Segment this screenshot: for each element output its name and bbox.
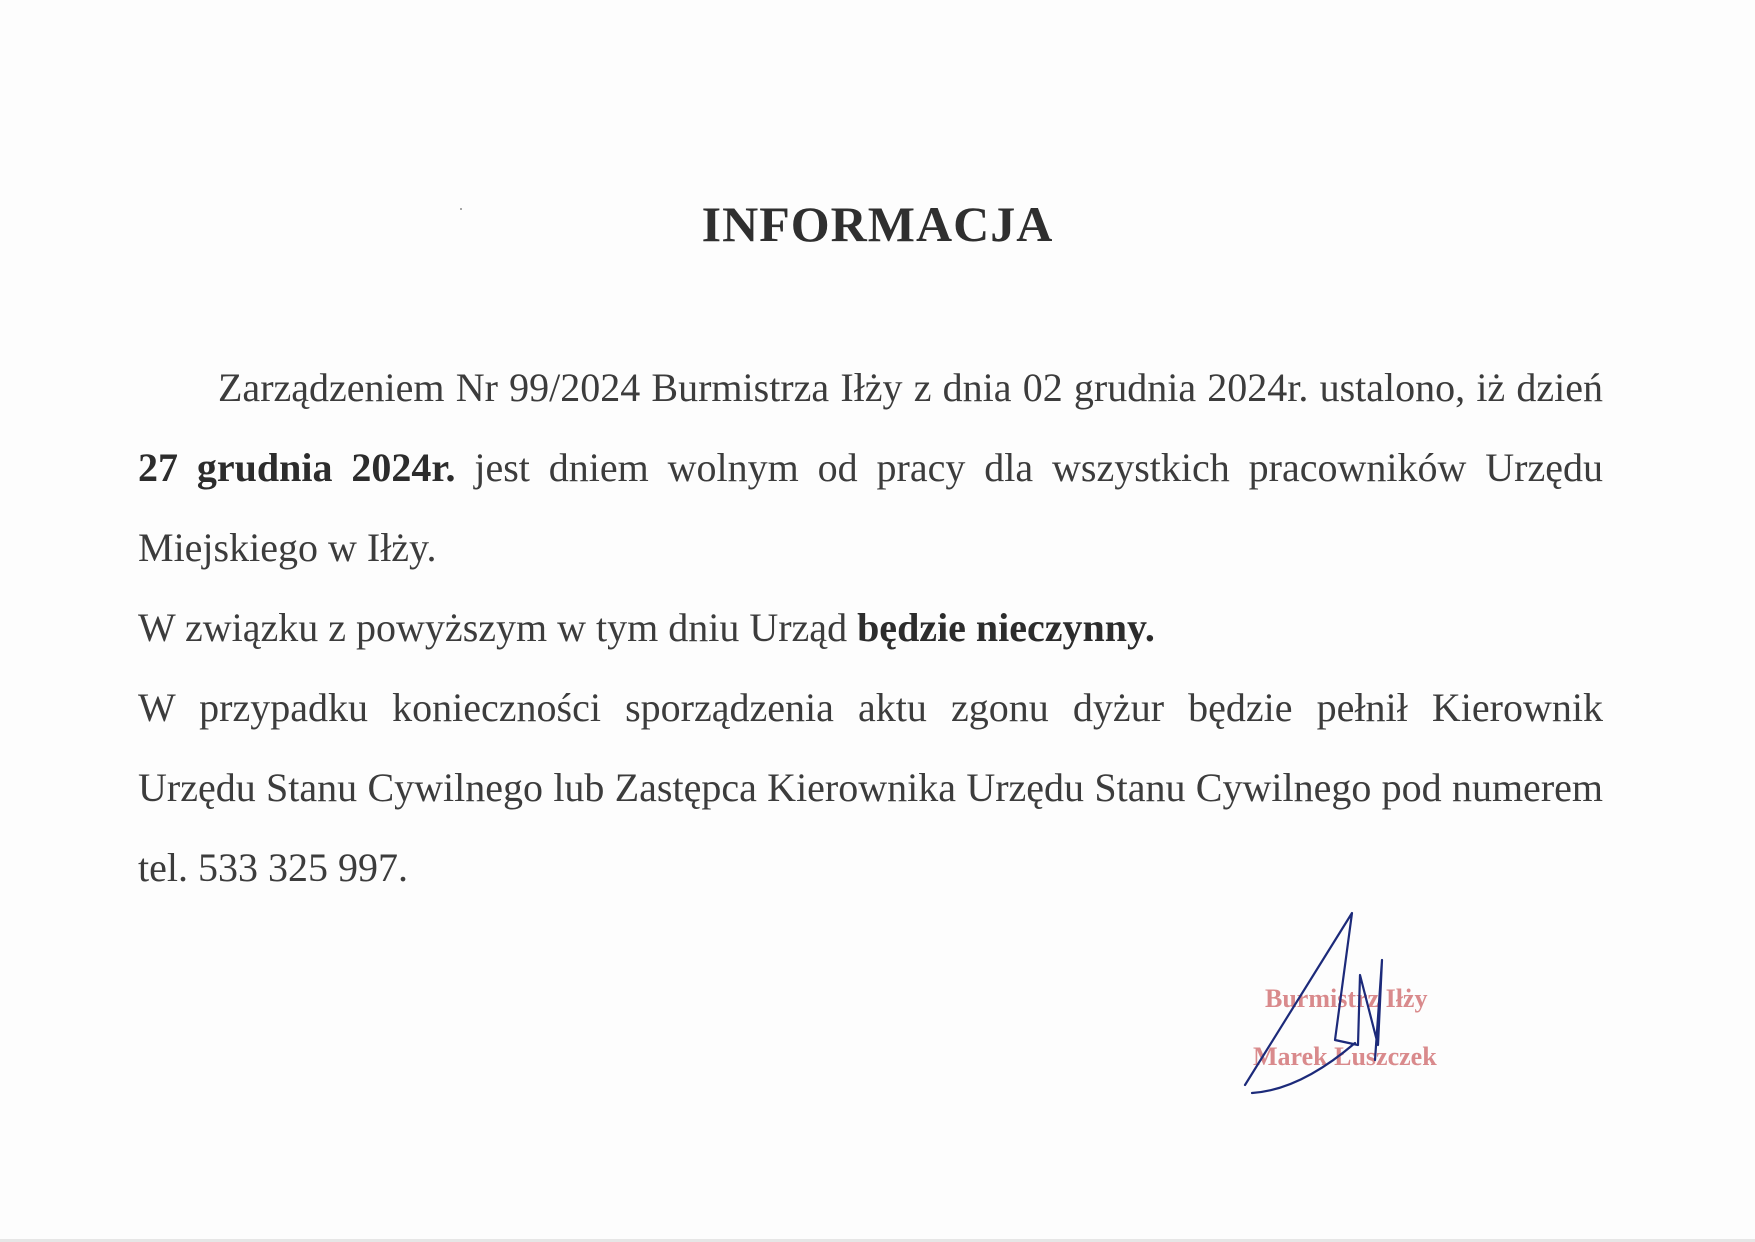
paragraph-decree-rest: jest dniem wolnym od pracy dla wszystkich pracowników Urzędu Miejskiego w Iłży.	[138, 445, 1603, 570]
document-body	[138, 348, 1603, 908]
document-title: INFORMACJA	[701, 196, 1054, 252]
stamp-title: Burmistrz Iłży	[1265, 984, 1428, 1013]
paragraph-closed-text: W związku z powyższym w tym dniu Urząd	[138, 605, 858, 650]
paragraph-duty: W przypadku konieczności sporządzenia aktu zgonu dyżur będzie pełnił Kierownik Urzędu Stanu Cywilnego lub Zastępca Kierownika Urzędu Stanu Cywilnego pod numerem tel. 533 325 997.	[138, 685, 1603, 890]
paragraph-decree-text: Zarządzeniem Nr 99/2024 Burmistrza Iłży z dnia 02 grudnia 2024r. ustalono, iż dzień	[218, 365, 1603, 410]
paragraph-decree	[138, 348, 1603, 588]
office-closed-notice: będzie nieczynny.	[857, 605, 1155, 650]
paragraph-closed	[138, 588, 1603, 668]
day-off-date: 27 grudnia 2024r.	[138, 445, 456, 490]
handwritten-signature	[1240, 905, 1470, 1105]
signature-stroke	[1245, 913, 1382, 1093]
stamp-name: Marek Łuszczek	[1253, 1042, 1437, 1071]
